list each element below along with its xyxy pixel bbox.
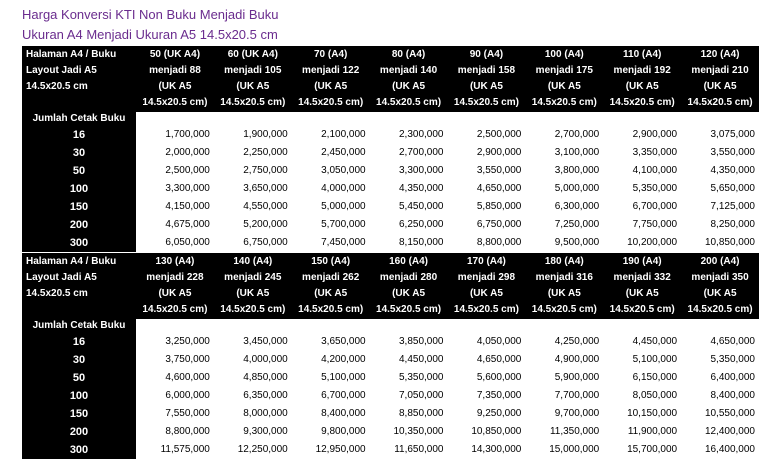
price-cell: 15,000,000 [549, 444, 600, 455]
price-cell: 15,700,000 [627, 444, 678, 455]
column-header-line: 14.5x20.5 cm) [687, 97, 753, 108]
price-cell: 6,700,000 [632, 201, 678, 212]
column-header-line: menjadi 158 [457, 65, 516, 76]
price-table-2-header [22, 253, 759, 319]
table-row [22, 198, 759, 216]
column-header [370, 46, 448, 112]
price-cell: 7,250,000 [554, 219, 600, 230]
column-header-line: (UK A5 [625, 81, 659, 92]
qty-label: 30 [22, 351, 136, 369]
price-cell: 4,000,000 [321, 183, 366, 194]
price-cell: 10,850,000 [704, 237, 755, 248]
price-cell: 12,950,000 [315, 444, 366, 455]
table-row [22, 126, 759, 144]
price-cell: 2,500,000 [165, 165, 210, 176]
column-header-line: menjadi 88 [149, 65, 201, 76]
price-cell: 4,450,000 [399, 354, 444, 365]
price-cell: 5,100,000 [321, 372, 366, 383]
price-cell: 8,250,000 [710, 219, 755, 230]
table-row [22, 351, 759, 369]
column-header [370, 253, 448, 319]
price-table-1 [22, 46, 759, 252]
price-cell: 4,675,000 [165, 219, 210, 230]
column-header-line: (UK A5 [392, 288, 426, 299]
price-cell: 5,700,000 [321, 219, 366, 230]
column-header-line: 200 (A4) [700, 256, 740, 267]
qty-label: 200 [22, 216, 136, 234]
price-cell: 5,100,000 [632, 354, 678, 365]
column-header-line: (UK A5 [314, 81, 348, 92]
page-title: Harga Konversi KTI Non Buku Menjadi Buku [22, 7, 279, 22]
column-header [603, 46, 681, 112]
price-cell: 3,100,000 [554, 147, 600, 158]
price-cell: 6,150,000 [632, 372, 678, 383]
price-cell: 3,350,000 [632, 147, 678, 158]
price-cell: 4,550,000 [243, 201, 288, 212]
column-header-line: 160 (A4) [389, 256, 429, 267]
column-header-line: 90 (A4) [469, 49, 504, 60]
column-header [214, 253, 292, 319]
table-row [22, 216, 759, 234]
column-header [448, 46, 526, 112]
price-cell: 8,150,000 [399, 237, 444, 248]
price-cell: 3,250,000 [165, 336, 210, 347]
column-header-line: 70 (A4) [314, 49, 348, 60]
price-cell: 2,900,000 [632, 129, 678, 140]
price-cell: 6,350,000 [243, 390, 288, 401]
column-header [136, 253, 214, 319]
column-header-line: (UK A5 [547, 288, 581, 299]
column-header-line: 180 (A4) [544, 256, 584, 267]
price-cell: 5,350,000 [632, 183, 678, 194]
table-row [22, 180, 759, 198]
price-cell: 3,550,000 [710, 147, 755, 158]
price-cell: 3,300,000 [165, 183, 210, 194]
price-cell: 1,900,000 [243, 129, 288, 140]
column-header-line: menjadi 105 [224, 65, 282, 76]
column-header-line: menjadi 140 [379, 65, 438, 76]
price-cell: 2,900,000 [476, 147, 522, 158]
price-cell: 2,700,000 [399, 147, 444, 158]
table-row [22, 423, 759, 441]
price-cell: 6,400,000 [710, 372, 755, 383]
column-header-line: (UK A5 [703, 81, 737, 92]
column-header-line: (UK A5 [703, 288, 737, 299]
price-cell: 5,200,000 [243, 219, 288, 230]
table-row [22, 387, 759, 405]
price-cell: 14,300,000 [471, 444, 522, 455]
price-cell: 8,000,000 [243, 408, 288, 419]
table-row [22, 234, 759, 252]
price-cell: 4,050,000 [476, 336, 522, 347]
price-cell: 10,850,000 [471, 426, 522, 437]
price-cell: 5,350,000 [399, 372, 444, 383]
jumlah-cetak-label: Jumlah Cetak Buku [22, 319, 136, 333]
price-cell: 5,450,000 [399, 201, 444, 212]
column-header-line: (UK A5 [469, 81, 503, 92]
qty-label: 300 [22, 234, 136, 252]
price-cell: 4,900,000 [554, 354, 600, 365]
column-header-line: 60 (UK A4) [227, 49, 278, 60]
column-header [448, 253, 526, 319]
table-row [22, 369, 759, 387]
price-cell: 3,550,000 [476, 165, 522, 176]
price-cell: 6,750,000 [243, 237, 288, 248]
price-cell: 2,750,000 [243, 165, 288, 176]
price-cell: 6,250,000 [399, 219, 444, 230]
column-header-line: menjadi 210 [691, 65, 749, 76]
price-cell: 5,600,000 [476, 372, 522, 383]
price-cell: 2,700,000 [554, 129, 600, 140]
column-header-line: 14.5x20.5 cm) [376, 304, 442, 315]
column-header-line: 14.5x20.5 cm) [298, 304, 364, 315]
price-cell: 3,650,000 [243, 183, 288, 194]
price-cell: 1,700,000 [165, 129, 210, 140]
column-header-line: 130 (A4) [155, 256, 195, 267]
column-header-line: 14.5x20.5 cm) [298, 97, 364, 108]
column-header-line: menjadi 350 [691, 272, 749, 283]
column-header [136, 46, 214, 112]
column-header-line: (UK A5 [392, 81, 426, 92]
price-cell: 4,350,000 [399, 183, 444, 194]
price-cell: 4,250,000 [554, 336, 600, 347]
price-cell: 12,250,000 [237, 444, 288, 455]
jumlah-cetak-label: Jumlah Cetak Buku [22, 112, 136, 126]
column-header [292, 46, 370, 112]
column-header-line: (UK A5 [625, 288, 659, 299]
qty-label: 300 [22, 441, 136, 459]
price-cell: 8,400,000 [321, 408, 366, 419]
corner-line: 14.5x20.5 cm [26, 288, 88, 299]
page-subtitle: Ukuran A4 Menjadi Ukuran A5 14.5x20.5 cm [22, 27, 278, 42]
price-cell: 7,350,000 [476, 390, 522, 401]
column-header [525, 253, 603, 319]
price-cell: 9,700,000 [554, 408, 600, 419]
price-cell: 4,850,000 [243, 372, 288, 383]
qty-label: 30 [22, 144, 136, 162]
price-cell: 4,650,000 [476, 354, 522, 365]
column-header-line: 50 (UK A4) [149, 49, 201, 60]
price-cell: 8,800,000 [165, 426, 210, 437]
column-header [681, 46, 759, 112]
column-header [292, 253, 370, 319]
price-cell: 3,800,000 [554, 165, 600, 176]
price-cell: 4,150,000 [165, 201, 210, 212]
price-cell: 7,750,000 [632, 219, 678, 230]
price-cell: 8,850,000 [399, 408, 444, 419]
price-cell: 6,750,000 [476, 219, 522, 230]
price-cell: 6,050,000 [165, 237, 210, 248]
column-header-line: 14.5x20.5 cm) [531, 97, 597, 108]
column-header-line: 14.5x20.5 cm) [453, 97, 519, 108]
column-header-line: menjadi 192 [613, 65, 671, 76]
column-header-line: menjadi 298 [457, 272, 516, 283]
qty-label: 50 [22, 369, 136, 387]
column-header-line: 14.5x20.5 cm) [531, 304, 597, 315]
price-cell: 11,650,000 [394, 444, 444, 455]
corner-line: Halaman A4 / Buku [26, 49, 117, 60]
price-cell: 11,575,000 [160, 444, 210, 455]
price-cell: 8,050,000 [632, 390, 678, 401]
price-cell: 7,700,000 [554, 390, 600, 401]
column-header-line: 14.5x20.5 cm) [376, 97, 442, 108]
price-cell: 6,300,000 [554, 201, 600, 212]
column-header-line: 14.5x20.5 cm) [220, 97, 286, 108]
price-cell: 4,650,000 [710, 336, 755, 347]
table-row [22, 162, 759, 180]
qty-label: 16 [22, 333, 136, 351]
price-cell: 10,550,000 [704, 408, 755, 419]
price-cell: 5,900,000 [554, 372, 600, 383]
column-header-line: (UK A5 [158, 288, 192, 299]
price-cell: 5,350,000 [710, 354, 755, 365]
price-cell: 4,650,000 [476, 183, 522, 194]
price-cell: 6,000,000 [165, 390, 210, 401]
column-header-line: 14.5x20.5 cm) [687, 304, 753, 315]
price-cell: 4,200,000 [321, 354, 366, 365]
column-header-line: 150 (A4) [311, 256, 351, 267]
price-table-2 [22, 253, 759, 459]
price-cell: 10,350,000 [393, 426, 444, 437]
column-header-line: (UK A5 [469, 288, 503, 299]
column-header-line: (UK A5 [547, 81, 581, 92]
price-cell: 3,750,000 [165, 354, 210, 365]
price-cell: 3,850,000 [399, 336, 444, 347]
qty-label: 16 [22, 126, 136, 144]
price-cell: 9,250,000 [476, 408, 522, 419]
corner-line: Halaman A4 / Buku [26, 256, 117, 267]
price-cell: 5,000,000 [554, 183, 600, 194]
price-cell: 9,300,000 [243, 426, 288, 437]
price-cell: 2,000,000 [165, 147, 210, 158]
column-header-line: 14.5x20.5 cm) [609, 304, 675, 315]
price-cell: 11,900,000 [627, 426, 678, 437]
column-header-line: 110 (A4) [623, 49, 662, 60]
qty-label: 150 [22, 198, 136, 216]
column-header-line: menjadi 175 [535, 65, 593, 76]
column-header [681, 253, 759, 319]
price-cell: 2,500,000 [476, 129, 522, 140]
column-header-line: 140 (A4) [233, 256, 273, 267]
price-cell: 2,300,000 [399, 129, 444, 140]
price-cell: 8,800,000 [476, 237, 522, 248]
price-cell: 3,650,000 [321, 336, 366, 347]
table-row [22, 144, 759, 162]
price-cell: 5,850,000 [476, 201, 522, 212]
column-header-line: (UK A5 [236, 288, 270, 299]
corner-header [22, 46, 136, 112]
column-header-line: menjadi 332 [613, 272, 671, 283]
price-cell: 9,800,000 [321, 426, 366, 437]
price-cell: 2,100,000 [321, 129, 366, 140]
column-header-line: (UK A5 [236, 81, 270, 92]
price-cell: 4,600,000 [165, 372, 210, 383]
column-header-line: 14.5x20.5 cm) [609, 97, 675, 108]
price-cell: 7,050,000 [399, 390, 444, 401]
column-header-line: 14.5x20.5 cm) [220, 304, 286, 315]
price-cell: 4,100,000 [632, 165, 678, 176]
table-row [22, 333, 759, 351]
column-header-line: 190 (A4) [622, 256, 662, 267]
price-cell: 2,450,000 [321, 147, 366, 158]
corner-line: Layout Jadi A5 [26, 272, 97, 283]
column-header-line: 14.5x20.5 cm) [453, 304, 519, 315]
price-table-1-header [22, 46, 759, 112]
corner-line: 14.5x20.5 cm [26, 81, 88, 92]
column-header-line: menjadi 228 [146, 272, 204, 283]
column-header-line: menjadi 280 [379, 272, 438, 283]
jumlah-spacer [136, 112, 759, 126]
price-cell: 4,350,000 [710, 165, 755, 176]
qty-label: 100 [22, 387, 136, 405]
jumlah-spacer [136, 319, 759, 333]
column-header-line: 14.5x20.5 cm) [142, 304, 208, 315]
price-cell: 5,650,000 [710, 183, 755, 194]
price-cell: 2,250,000 [243, 147, 288, 158]
column-header-line: menjadi 316 [535, 272, 593, 283]
price-cell: 6,700,000 [321, 390, 366, 401]
price-cell: 9,500,000 [554, 237, 600, 248]
column-header-line: 100 (A4) [544, 49, 584, 60]
price-cell: 8,400,000 [710, 390, 755, 401]
price-cell: 11,350,000 [549, 426, 600, 437]
column-header-line: 80 (A4) [391, 49, 426, 60]
column-header-line: menjadi 262 [302, 272, 360, 283]
column-header-line: menjadi 245 [224, 272, 282, 283]
column-header-line: 170 (A4) [466, 256, 506, 267]
price-cell: 3,050,000 [321, 165, 366, 176]
price-cell: 7,450,000 [321, 237, 366, 248]
price-cell: 3,450,000 [243, 336, 288, 347]
column-header-line: 14.5x20.5 cm) [142, 97, 208, 108]
qty-label: 100 [22, 180, 136, 198]
price-cell: 3,300,000 [399, 165, 444, 176]
price-cell: 5,000,000 [321, 201, 366, 212]
price-cell: 7,125,000 [710, 201, 755, 212]
column-header-line: (UK A5 [158, 81, 192, 92]
price-cell: 16,400,000 [704, 444, 755, 455]
column-header [214, 46, 292, 112]
column-header [525, 46, 603, 112]
corner-line: Layout Jadi A5 [26, 65, 97, 76]
price-cell: 3,075,000 [710, 129, 755, 140]
column-header-line: (UK A5 [314, 288, 348, 299]
price-cell: 12,400,000 [704, 426, 755, 437]
table-row [22, 441, 759, 459]
qty-label: 150 [22, 405, 136, 423]
price-cell: 4,450,000 [632, 336, 678, 347]
corner-header [22, 253, 136, 319]
price-cell: 4,000,000 [243, 354, 288, 365]
column-header-line: menjadi 122 [302, 65, 360, 76]
column-header-line: 120 (A4) [700, 49, 740, 60]
qty-label: 200 [22, 423, 136, 441]
price-cell: 7,550,000 [165, 408, 210, 419]
column-header [603, 253, 681, 319]
qty-label: 50 [22, 162, 136, 180]
price-cell: 10,200,000 [627, 237, 678, 248]
price-cell: 10,150,000 [627, 408, 678, 419]
table-row [22, 405, 759, 423]
